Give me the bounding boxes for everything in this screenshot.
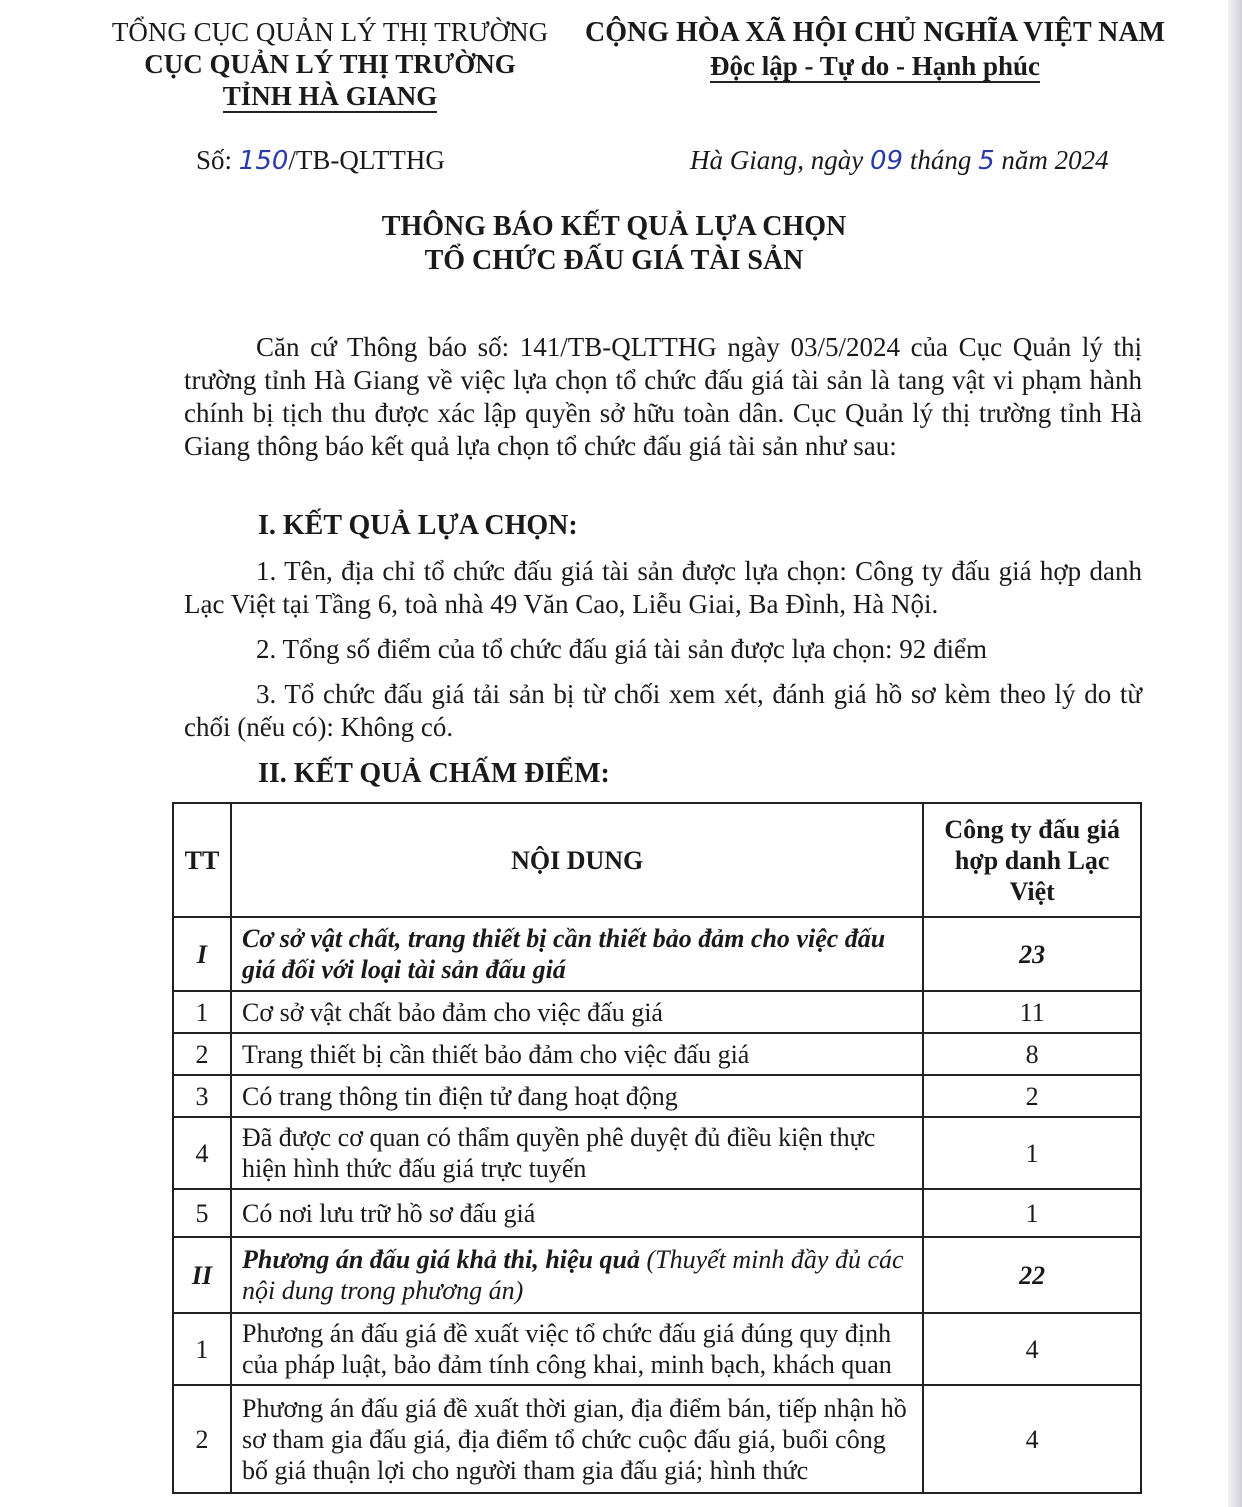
national-header xyxy=(580,16,1170,84)
score-table xyxy=(172,802,1142,1494)
row-score: 23 xyxy=(923,917,1141,991)
row-content: Trang thiết bị cần thiết bảo đảm cho việc đấu giá xyxy=(231,1033,923,1075)
row-tt: 5 xyxy=(173,1189,231,1237)
row-score: 4 xyxy=(923,1313,1141,1385)
row-score: 2 xyxy=(923,1075,1141,1117)
national-motto: Độc lập - Tự do - Hạnh phúc xyxy=(709,51,1041,81)
handwritten-month: 5 xyxy=(978,146,995,176)
row-tt: 2 xyxy=(173,1033,231,1075)
row-content: Cơ sở vật chất bảo đảm cho việc đấu giá xyxy=(231,991,923,1033)
table-header-row xyxy=(173,803,1141,917)
section-1-heading: I. KẾT QUẢ LỰA CHỌN: xyxy=(258,510,578,541)
section-1-item-3: 3. Tổ chức đấu giá tải sản bị từ chối xem xét, đánh giá hồ sơ kèm theo lý do từ chối (nếu có): Không có. xyxy=(184,679,1142,742)
row-content: Đã được cơ quan có thẩm quyền phê duyệt đủ điều kiện thực hiện hình thức đấu giá trực tuyến xyxy=(231,1117,923,1189)
header-content: NỘI DUNG xyxy=(231,803,923,917)
row-tt: 1 xyxy=(173,991,231,1033)
table-row xyxy=(173,991,1141,1033)
row-score: 11 xyxy=(923,991,1141,1033)
agency-header xyxy=(100,16,560,113)
row-score: 1 xyxy=(923,1117,1141,1189)
row-tt: 1 xyxy=(173,1313,231,1385)
row-score: 4 xyxy=(923,1385,1141,1493)
row-content: Có nơi lưu trữ hồ sơ đấu giá xyxy=(231,1189,923,1237)
document-title: THÔNG BÁO KẾT QUẢ LỰA CHỌN TỔ CHỨC ĐẤU GIÁ TÀI SẢN xyxy=(381,211,847,276)
agency-province: TỈNH HÀ GIANG xyxy=(222,81,438,111)
row-content: Có trang thông tin điện tử đang hoạt động xyxy=(231,1075,923,1117)
row-score: 1 xyxy=(923,1189,1141,1237)
document-number: Số: 150/TB-QLTTHG xyxy=(196,145,445,176)
row-content-note: (Thuyết minh đầy đủ các nội dung trong phương án) xyxy=(241,1245,904,1305)
section-1-item-1: 1. Tên, địa chỉ tổ chức đấu giá tài sản được lựa chọn: Công ty đấu giá hợp danh Lạc Việt tại Tầng 6, toà nhà 49 Văn Cao, Liễu Giai, Ba Đình, Hà Nội. xyxy=(184,556,1142,619)
table-row xyxy=(173,1075,1141,1117)
table-row xyxy=(173,1117,1141,1189)
row-tt: II xyxy=(173,1237,231,1313)
page-edge-shadow xyxy=(1228,0,1242,1507)
header-company: Công ty đấu giá hợp danh Lạc Việt xyxy=(923,803,1141,917)
agency-name: CỤC QUẢN LÝ THỊ TRƯỜNG xyxy=(144,49,516,79)
intro-paragraph: Căn cứ Thông báo số: 141/TB-QLTTHG ngày 03/5/2024 của Cục Quản lý thị trường tỉnh Hà Giang về việc lựa chọn tổ chức đấu giá tài sản là tang vật vi phạm hành chính bị tịch thu được xác lập quyền sở hữu toàn dân. Cục Quản lý thị trường tỉnh Hà Giang thông báo kết quả lựa chọn tổ chức đấu giá tài sản như sau: xyxy=(184,332,1142,461)
table-row xyxy=(173,1189,1141,1237)
row-content: Cơ sở vật chất, trang thiết bị cần thiết bảo đảm cho việc đấu giá đối với loại tài sản đấu giá xyxy=(231,917,923,991)
table-row xyxy=(173,1237,1141,1313)
row-tt: I xyxy=(173,917,231,991)
nation-name: CỘNG HÒA XÃ HỘI CHỦ NGHĨA VIỆT NAM xyxy=(584,17,1166,48)
row-score: 8 xyxy=(923,1033,1141,1075)
agency-parent: TỔNG CỤC QUẢN LÝ THỊ TRƯỜNG xyxy=(111,17,549,47)
row-content: Phương án đấu giá đề xuất việc tổ chức đấu giá đúng quy định của pháp luật, bảo đảm tính công khai, minh bạch, khách quan xyxy=(231,1313,923,1385)
section-1-item-2: 2. Tổng số điểm của tổ chức đấu giá tài sản được lựa chọn: 92 điểm xyxy=(256,634,988,664)
row-tt: 4 xyxy=(173,1117,231,1189)
row-content: Phương án đấu giá đề xuất thời gian, địa điểm bán, tiếp nhận hồ sơ tham gia đấu giá, địa điểm tổ chức cuộc đấu giá, buổi công bố giá thuận lợi cho người tham gia đấu giá; hình thức xyxy=(231,1385,923,1493)
handwritten-number: 150 xyxy=(238,146,289,176)
row-tt: 2 xyxy=(173,1385,231,1493)
row-tt: 3 xyxy=(173,1075,231,1117)
row-content xyxy=(231,1237,923,1313)
section-2-heading: II. KẾT QUẢ CHẤM ĐIỂM: xyxy=(258,758,610,789)
header-tt: TT xyxy=(173,803,231,917)
place-date: Hà Giang, ngày 09 tháng 5 năm 2024 xyxy=(690,145,1109,176)
table-row xyxy=(173,1313,1141,1385)
table-row xyxy=(173,1033,1141,1075)
handwritten-day: 09 xyxy=(869,146,904,176)
row-content-bold: Phương án đấu giá khả thi, hiệu quả xyxy=(241,1245,640,1274)
table-row xyxy=(173,1385,1141,1493)
table-row xyxy=(173,917,1141,991)
row-score: 22 xyxy=(923,1237,1141,1313)
